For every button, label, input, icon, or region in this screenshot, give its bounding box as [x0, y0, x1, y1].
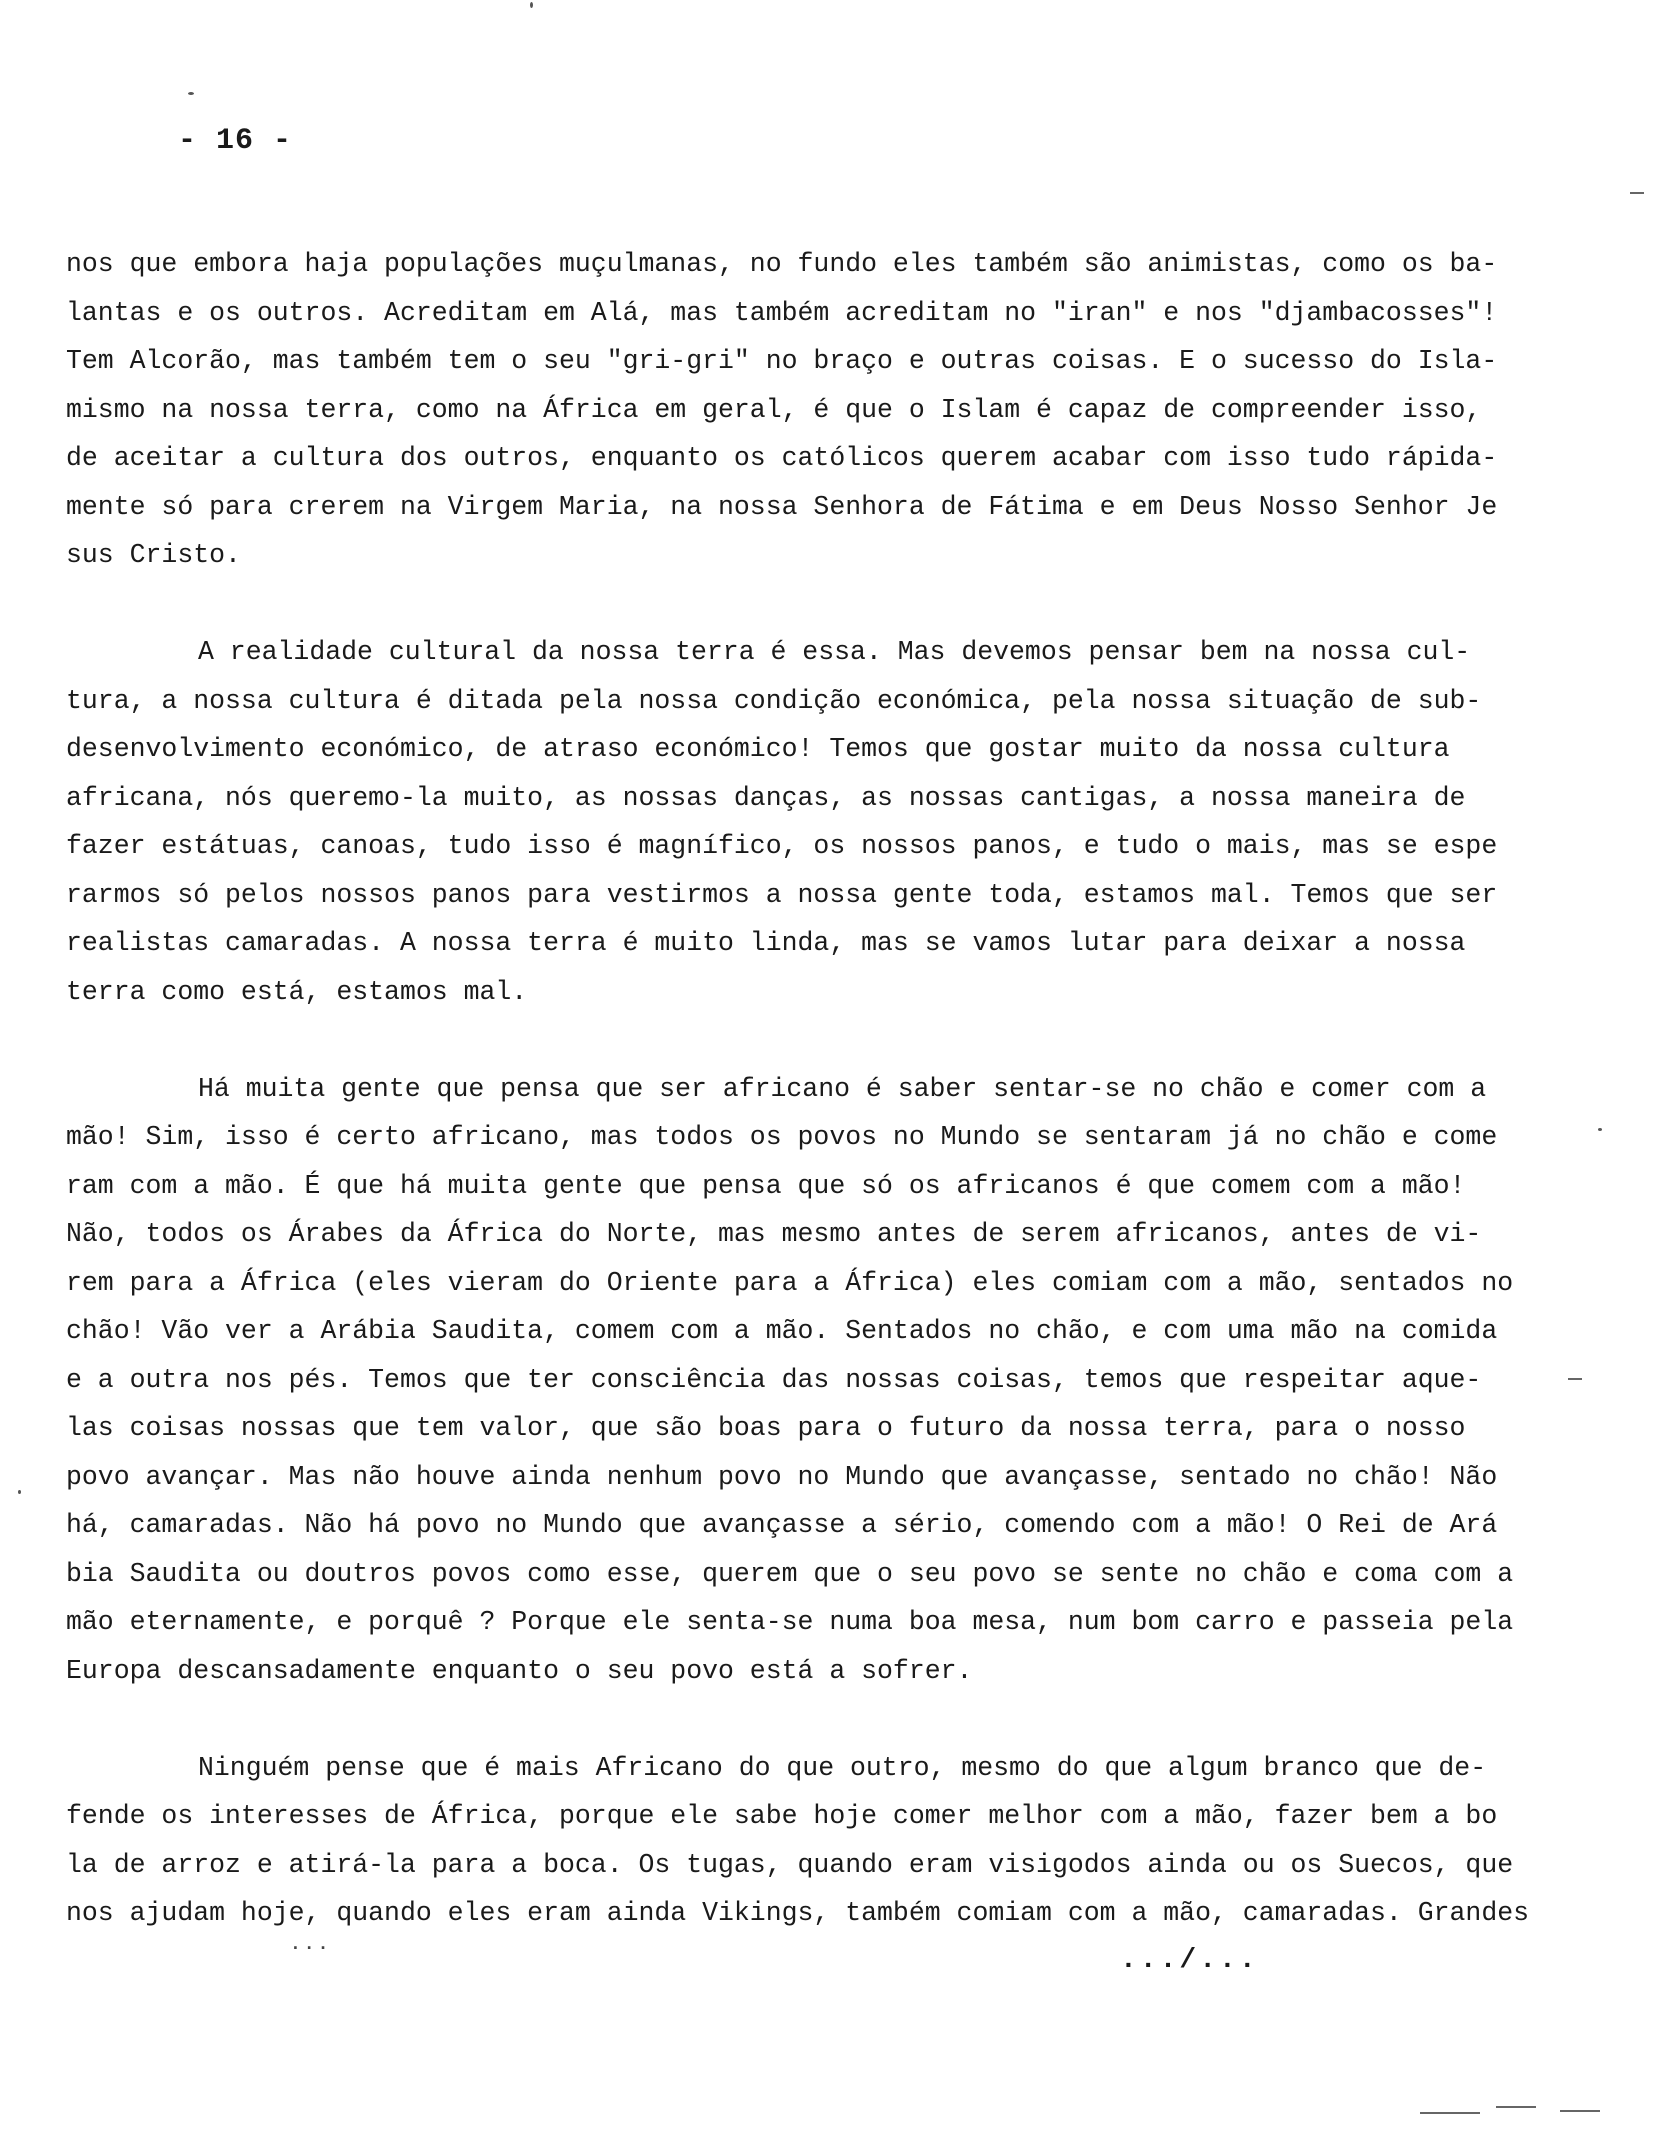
text-line: mão! Sim, isso é certo africano, mas todos os povos no Mundo se sentaram já no chão e come [66, 1122, 1498, 1152]
text-line: tura, a nossa cultura é ditada pela nossa condição económica, pela nossa situação de sub- [66, 685, 1482, 716]
text-line: A realidade cultural da nossa terra é essa. Mas devemos pensar bem na nossa cul- [198, 637, 1471, 667]
text-line: terra como está, estamos mal. [66, 976, 528, 1007]
text-line: las coisas nossas que tem valor, que são boas para o futuro da nossa terra, para o nosso [66, 1413, 1466, 1443]
text-line: e a outra nos pés. Temos que ter consciência das nossas coisas, temos que respeitar aque- [66, 1364, 1482, 1395]
text-line: mismo na nossa terra, como na África em geral, é que o Islam é capaz de compreender isso, [66, 394, 1482, 425]
text-line: nos que embora haja populações muçulmanas, no fundo eles também são animistas, como os ba- [66, 249, 1498, 279]
text-line: realistas camaradas. A nossa terra é muito linda, mas se vamos lutar para deixar a nossa [66, 928, 1466, 958]
scan-speck [530, 2, 533, 8]
text-line: la de arroz e atirá-la para a boca. Os tugas, quando eram visigodos ainda ou os Suecos, que [66, 1849, 1514, 1880]
scan-speck [1496, 2106, 1536, 2108]
scan-speck [1560, 2110, 1600, 2112]
text-line: mente só para crerem na Virgem Maria, na nossa Senhora de Fátima e em Deus Nosso Senhor Je [66, 491, 1498, 522]
document-body [66, 240, 1530, 1938]
text-line: africana, nós queremo-la muito, as nossas danças, as nossas cantigas, a nossa maneira de [66, 782, 1466, 813]
text-line: há, camaradas. Não há povo no Mundo que avançasse a sério, comendo com a mão! O Rei de Ará [66, 1510, 1498, 1540]
text-line: ram com a mão. É que há muita gente que pensa que só os africanos é que comem com a mão! [66, 1170, 1466, 1201]
margin-marks: ... [290, 1935, 332, 1955]
text-line: Não, todos os Árabes da África do Norte, mas mesmo antes de serem africanos, antes de vi- [66, 1219, 1482, 1249]
text-line: rem para a África (eles vieram do Oriente para a África) eles comiam com a mão, sentados no [66, 1267, 1514, 1298]
paragraph-1 [66, 240, 1498, 580]
paragraph-4 [66, 1744, 1530, 1938]
text-line: Ninguém pense que é mais Africano do que outro, mesmo do que algum branco que de- [198, 1752, 1487, 1783]
text-line: rarmos só pelos nossos panos para vestirmos a nossa gente toda, estamos mal. Temos que ser [66, 879, 1498, 910]
text-line: desenvolvimento económico, de atraso económico! Temos que gostar muito da nossa cultura [66, 734, 1450, 764]
scan-speck [1630, 192, 1644, 194]
scan-speck [1420, 2112, 1480, 2114]
paragraph-2 [66, 628, 1498, 1016]
text-line: Europa descansadamente enquanto o seu povo está a sofrer. [66, 1655, 973, 1686]
scan-speck [18, 1490, 21, 1494]
text-line: fende os interesses de África, porque ele sabe hoje comer melhor com a mão, fazer bem a bo [66, 1801, 1498, 1831]
scan-speck [1568, 1378, 1582, 1380]
text-line: mão eternamente, e porquê ? Porque ele senta-se numa boa mesa, num bom carro e passeia pela [66, 1607, 1514, 1637]
scan-speck [188, 92, 194, 95]
text-line: Tem Alcorão, mas também tem o seu "gri-gri" no braço e outras coisas. E o sucesso do Isla- [66, 346, 1498, 376]
text-line: fazer estátuas, canoas, tudo isso é magnífico, os nossos panos, e tudo o mais, mas se espe [66, 831, 1498, 861]
page-number: - 16 - [178, 124, 293, 158]
continuation-mark: .../... [1120, 1945, 1259, 1976]
scan-speck [1598, 1128, 1602, 1131]
text-line: lantas e os outros. Acreditam em Alá, mas também acreditam no "iran" e nos "djambacosses"! [66, 297, 1498, 328]
text-line: Há muita gente que pensa que ser africano é saber sentar-se no chão e comer com a [198, 1073, 1487, 1104]
text-line: chão! Vão ver a Arábia Saudita, comem com a mão. Sentados no chão, e com uma mão na comida [66, 1316, 1498, 1346]
text-line: de aceitar a cultura dos outros, enquanto os católicos querem acabar com isso tudo rápida- [66, 443, 1498, 473]
text-line: povo avançar. Mas não houve ainda nenhum povo no Mundo que avançasse, sentado no chão! Não [66, 1461, 1498, 1492]
paragraph-3 [66, 1065, 1514, 1696]
text-line: nos ajudam hoje, quando eles eram ainda Vikings, também comiam com a mão, camaradas. Grandes [66, 1898, 1530, 1928]
text-line: sus Cristo. [66, 540, 241, 570]
text-line: bia Saudita ou doutros povos como esse, querem que o seu povo se sente no chão e coma com a [66, 1558, 1514, 1589]
